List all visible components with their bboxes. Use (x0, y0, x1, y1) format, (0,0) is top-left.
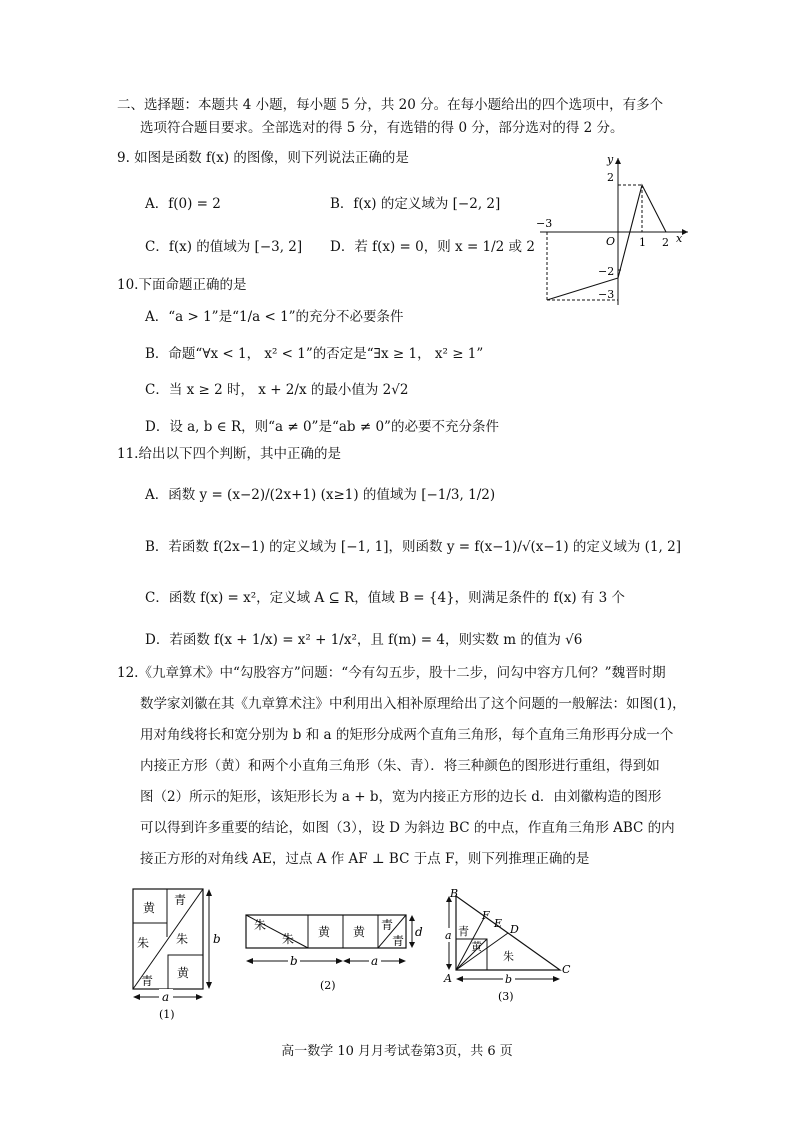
fig2-label-d: d (415, 925, 423, 939)
fig3-label-f: F (482, 909, 490, 922)
fig2-zhu-2: 朱 (282, 932, 295, 946)
q9-stem (117, 148, 409, 168)
q11-option-a (145, 483, 495, 503)
origin-label: O (606, 235, 616, 248)
fig3-label-c: C (562, 963, 571, 976)
q9-function-graph (530, 150, 700, 310)
tick-label-y2: 2 (607, 171, 614, 184)
fig1-label-a: a (162, 990, 170, 1004)
fig1-dim-a-arrow-left (133, 994, 140, 1000)
q12-line5-text: 图（2）所示的矩形，该矩形长为 a + b，宽为内接正方形的边长 d．由刘徽构造的图形 (140, 789, 662, 805)
q10-option-d-text: D．设 a, b ∈ R，则“a ≠ 0”是“ab ≠ 0”的必要不充分条件 (145, 419, 499, 435)
q9-option-c-text: C．f(x) 的值域为 [−3, 2] (145, 239, 303, 255)
fig2-zhu-1: 朱 (254, 918, 267, 932)
q12-line1-text: 12.《九章算术》中“勾股容方”问题：“今有勾五步，股十二步，问勾中容方几何？”魏晋时期 (117, 665, 666, 681)
section-header-text2: 选项符合题目要求。全部选对的得 5 分，有选错的得 0 分，部分选对的得 2 分。 (140, 120, 624, 136)
q10-option-d (145, 415, 499, 435)
q10-stem-text: 10.下面命题正确的是 (117, 277, 247, 293)
section-header-line2 (140, 118, 624, 138)
fig1-zhu-left: 朱 (137, 936, 150, 950)
q11-option-b (145, 535, 681, 555)
fig3-label-e: E (494, 917, 503, 930)
q12-line3 (140, 725, 673, 745)
q12-line4-text: 内接正方形（黄）和两个小直角三角形（朱、青）．将三种颜色的图形进行重组，得到如 (140, 758, 660, 774)
q11-option-d-text: D．若函数 f(x + 1/x) = x² + 1/x²，且 f(m) = 4，则实数 m 的值为 √6 (145, 632, 583, 648)
fig3-qing: 青 (458, 925, 469, 938)
fig3-huang: 黄 (471, 940, 482, 953)
fig2-qing-2: 青 (392, 934, 405, 948)
fig2-dim-d-arrow-bottom (409, 942, 415, 948)
q11-stem (117, 444, 341, 464)
tick-label-yneg3: −3 (598, 288, 615, 301)
fig2-dim-a-arrow-right (399, 958, 406, 964)
fig2-dim-a-arrow-left (343, 958, 350, 964)
tick-label-x2: 2 (662, 236, 669, 249)
q9-option-b (330, 192, 500, 212)
x-axis-label: x (676, 232, 683, 245)
q9-option-a-text: A．f(0) = 2 (145, 196, 221, 212)
section-header-text1: 二、选择题：本题共 4 小题，每小题 5 分，共 20 分。在每小题给出的四个选项中，有多个 (117, 97, 664, 113)
fig1-huang-top: 黄 (143, 901, 156, 915)
fig2-huang-2: 黄 (353, 925, 366, 939)
q12-line6 (140, 818, 675, 838)
q9-option-c (145, 235, 302, 255)
fig1-dim-b-arrow-bottom (206, 982, 212, 989)
tick-label-yneg2: −2 (598, 265, 615, 278)
q12-line6-text: 可以得到许多重要的结论，如图（3），设 D 为斜边 BC 的中点，作直角三角形 ABC 的内 (140, 820, 675, 836)
x-axis-arrow (682, 229, 688, 235)
y-axis-label: y (607, 153, 614, 166)
fig1-dim-a-arrow-right (196, 994, 203, 1000)
tick-label-x1: 1 (639, 236, 646, 249)
fig3-label-a-point: A (444, 972, 452, 985)
q11-option-b-text: B．若函数 f(2x−1) 的定义域为 [−1, 1]，则函数 y = f(x−1)/√(x−1) 的定义域为 (1, 2] (145, 539, 681, 555)
q12-line7 (140, 849, 589, 869)
figure-2 (240, 905, 425, 1000)
fig3-label-b: b (505, 973, 513, 986)
q11-option-c (145, 586, 625, 606)
q9-option-d-text: D．若 f(x) = 0，则 x = 1/2 或 2 (330, 239, 535, 255)
fig1-dim-b-arrow-top (206, 889, 212, 896)
fig3-zhu: 朱 (503, 950, 514, 963)
fig3-caption: (3) (498, 990, 514, 1003)
page-footer-text: 高一数学 10 月月考试卷第3页，共 6 页 (281, 1044, 513, 1059)
q9-stem-text: 9. 如图是函数 f(x) 的图像，则下列说法正确的是 (117, 150, 409, 166)
q11-option-c-text: C．函数 f(x) = x²，定义域 A ⊆ R，值域 B = {4}，则满足条件的 f(x) 有 3 个 (145, 590, 626, 606)
fig2-dim-b-arrow-right (336, 958, 343, 964)
q10-option-b-text: B．命题“∀x < 1， x² < 1”的否定是“∃x ≥ 1， x² ≥ 1” (145, 346, 484, 362)
y-axis-arrow (615, 158, 621, 164)
q12-line3-text: 用对角线将长和宽分别为 b 和 a 的矩形分成两个直角三角形，每个直角三角形再分成一个 (140, 727, 674, 743)
q11-option-a-text: A．函数 y = (x−2)/(2x+1) (x≥1) 的值域为 [−1/3, 1/2) (145, 487, 496, 503)
fig1-caption: (1) (159, 1008, 175, 1021)
fig1-zhu-right: 朱 (176, 932, 189, 946)
q12-line2 (140, 694, 686, 714)
fig2-qing-1: 青 (381, 918, 394, 932)
fig3-label-d: D (510, 923, 519, 936)
fig2-dim-b-arrow-left (246, 958, 253, 964)
q12-line5 (140, 787, 661, 807)
q9-option-d (330, 235, 535, 255)
fig2-label-a: a (371, 954, 379, 968)
fig3-label-b-point: B (450, 888, 459, 900)
q10-option-b (145, 342, 483, 362)
figure-3 (438, 888, 588, 1008)
tick-label-xneg3: −3 (536, 217, 553, 230)
q9-option-a (145, 192, 221, 212)
fig3-dim-b-arrow-left (456, 976, 463, 982)
fig3-dim-a-arrow-bottom (446, 964, 452, 970)
fig2-dim-d-arrow-top (409, 915, 415, 921)
fig1-qing-top: 青 (174, 893, 187, 907)
q10-option-c (145, 378, 408, 398)
q11-stem-text: 11.给出以下四个判断，其中正确的是 (117, 446, 341, 462)
q12-line2-text: 数学家刘徽在其《九章算术注》中利用出入相补原理给出了这个问题的一般解法：如图(1)， (140, 696, 686, 712)
fig1-qing-bottom: 青 (141, 974, 154, 988)
q10-option-c-text: C．当 x ≥ 2 时， x + 2/x 的最小值为 2√2 (145, 382, 409, 398)
fig2-label-b: b (290, 954, 298, 968)
fig1-huang-bottom: 黄 (177, 966, 190, 980)
q10-option-a (145, 305, 404, 325)
q10-stem (117, 275, 246, 295)
fig3-label-a: a (445, 929, 452, 942)
q9-option-b-text: B．f(x) 的定义域为 [−2, 2] (330, 196, 501, 212)
fig1-label-b: b (213, 932, 221, 946)
figure-1 (125, 885, 225, 1025)
fig2-huang-1: 黄 (318, 925, 331, 939)
q12-line7-text: 接正方形的对角线 AE，过点 A 作 AF ⊥ BC 于点 F，则下列推理正确的是 (140, 851, 590, 867)
q12-line4 (140, 756, 660, 776)
fig3-dim-b-arrow-right (553, 976, 560, 982)
q10-option-a-text: A．“a > 1”是“1/a < 1”的充分不必要条件 (145, 309, 404, 325)
page-footer (0, 1040, 794, 1059)
q12-line1 (117, 663, 666, 683)
q11-option-d (145, 628, 582, 648)
section-header-line1 (117, 95, 663, 115)
fig2-caption: (2) (320, 979, 336, 992)
